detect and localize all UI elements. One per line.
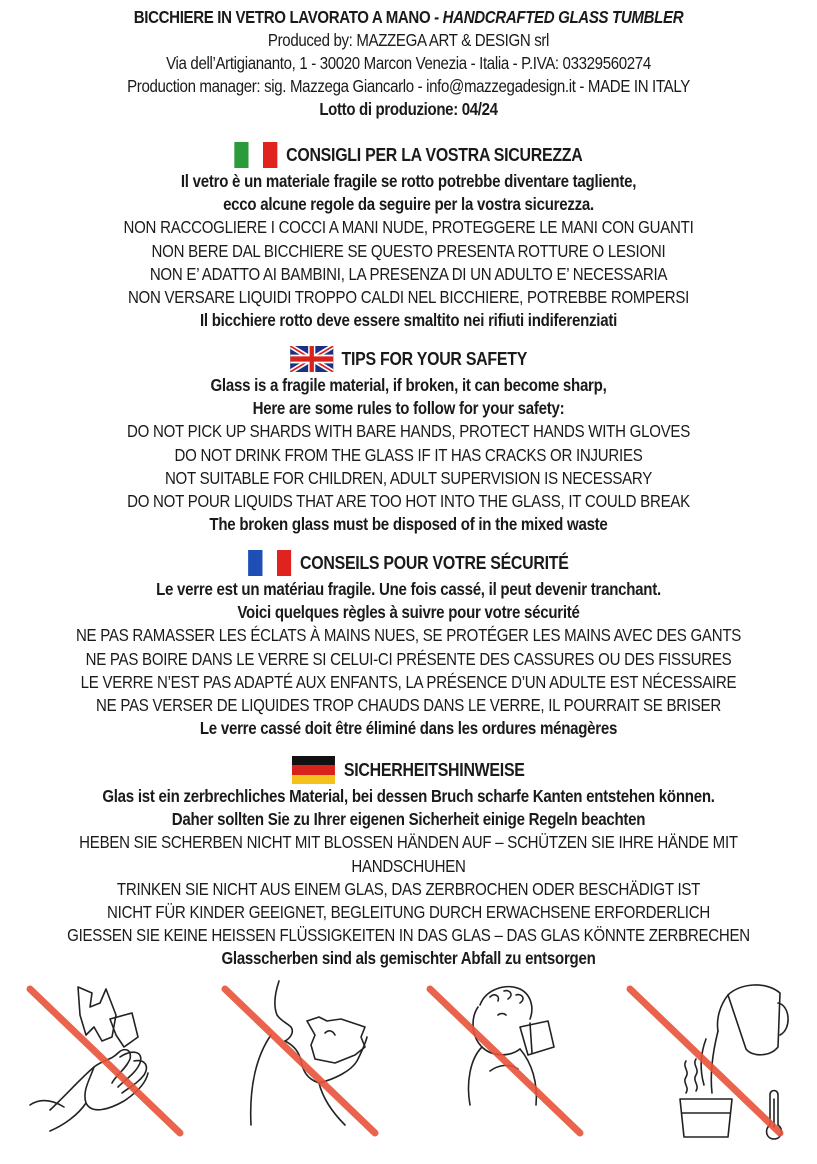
italy-flag-icon: [234, 142, 277, 168]
no-hot-liquids-icon: [620, 975, 800, 1145]
rule-line: NE PAS RAMASSER LES ÉCLATS À MAINS NUES, SE PROTÉGER LES MAINS AVEC DES GANTS: [75, 625, 742, 646]
rule-line: TRINKEN SIE NICHT AUS EINEM GLAS, DAS ZERBROCHEN ODER BESCHÄDIGT IST: [116, 878, 701, 899]
intro-line: Daher sollten Sie zu Ihrer eigenen Sicherheit einige Regeln beachten: [171, 809, 646, 830]
intro-line: Le verre est un matériau fragile. Une fois cassé, il peut devenir tranchant.: [156, 579, 661, 599]
rule-line: NON BERE DAL BICCHIERE SE QUESTO PRESENTA ROTTURE O LESIONI: [151, 240, 666, 261]
product-header: [57, 6, 760, 121]
rule-line: NICHT FÜR KINDER GEEIGNET, BEGLEITUNG DURCH ERWACHSENE ERFORDERLICH: [107, 902, 710, 923]
section-italian: [0, 140, 817, 332]
producer-line: Produced by: MAZZEGA ART & DESIGN srl: [267, 30, 550, 50]
section-heading: CONSIGLI PER LA VOSTRA SICUREZZA: [57, 140, 760, 170]
closing-line: Glasscherben sind als gemischter Abfall zu entsorgen: [221, 948, 596, 969]
intro-line: Voici quelques règles à suivre pour votre sécurité: [237, 602, 580, 623]
section-heading: CONSEILS POUR VOTRE SÉCURITÉ: [57, 548, 760, 578]
intro-line: Il vetro è un materiale fragile se rotto potrebbe diventare tagliente,: [180, 171, 637, 191]
rule-line: NE PAS BOIRE DANS LE VERRE SI CELUI-CI PRÉSENTE DES CASSURES OU DES FISSURES: [85, 648, 732, 669]
section-heading: TIPS FOR YOUR SAFETY: [57, 344, 760, 374]
address-line: Via dell’Artigiananto, 1 - 30020 Marcon Venezia - Italia - P.IVA: 03329560274: [166, 53, 651, 73]
france-flag-icon: [248, 550, 291, 576]
section-german: [0, 755, 817, 971]
no-drinking-broken-glass-icon: [215, 975, 395, 1145]
product-title: BICCHIERE IN VETRO LAVORATO A MANO - HANDCRAFTED GLASS TUMBLER: [133, 7, 684, 27]
manager-line: Production manager: sig. Mazzega Giancarlo - info@mazzegadesign.it - MADE IN ITALY: [127, 76, 690, 96]
no-children-icon: [420, 975, 600, 1145]
intro-line: Here are some rules to follow for your safety:: [252, 398, 565, 419]
rule-line: NE PAS VERSER DE LIQUIDES TROP CHAUDS DANS LE VERRE, IL POURRAIT SE BRISER: [96, 695, 721, 716]
section-english: [0, 344, 817, 536]
rule-line: NON VERSARE LIQUIDI TROPPO CALDI NEL BICCHIERE, POTREBBE ROMPERSI: [127, 287, 690, 308]
rule-line: DO NOT DRINK FROM THE GLASS IF IT HAS CRACKS OR INJURIES: [174, 444, 643, 465]
rule-line: DO NOT PICK UP SHARDS WITH BARE HANDS, PROTECT HANDS WITH GLOVES: [126, 421, 691, 442]
rule-line: NOT SUITABLE FOR CHILDREN, ADULT SUPERVISION IS NECESSARY: [164, 467, 653, 488]
rule-line: DO NOT POUR LIQUIDS THAT ARE TOO HOT INTO THE GLASS, IT COULD BREAK: [127, 491, 690, 512]
rule-line: GIESSEN SIE KEINE HEISSEN FLÜSSIGKEITEN IN DAS GLAS – DAS GLAS KÖNNTE ZERBRECHEN: [67, 925, 750, 946]
intro-line: Glass is a fragile material, if broken, it can become sharp,: [210, 375, 607, 395]
germany-flag-icon: [292, 756, 335, 784]
closing-line: Le verre cassé doit être éliminé dans les ordures ménagères: [199, 718, 618, 739]
intro-line: Glas ist ein zerbrechliches Material, bei dessen Bruch scharfe Kanten entstehen können.: [102, 786, 715, 806]
pictogram-row: [0, 975, 817, 1150]
rule-line: NON E’ ADATTO AI BAMBINI, LA PRESENZA DI UN ADULTO E’ NECESSARIA: [149, 263, 668, 284]
closing-line: The broken glass must be disposed of in the mixed waste: [209, 514, 608, 535]
rule-line: HEBEN SIE SCHERBEN NICHT MIT BLOSSEN HÄNDEN AUF – SCHÜTZEN SIE IHRE HÄNDE MIT HANDSCHUHEN: [79, 832, 738, 876]
section-french: [0, 548, 817, 740]
no-bare-hands-shards-icon: [20, 975, 200, 1145]
lot-line: Lotto di produzione: 04/24: [319, 99, 498, 119]
closing-line: Il bicchiere rotto deve essere smaltito nei rifiuti indiferenziati: [199, 310, 618, 331]
section-heading: SICHERHEITSHINWEISE: [57, 755, 760, 785]
uk-flag-icon: [290, 346, 333, 372]
rule-line: LE VERRE N’EST PAS ADAPTÉ AUX ENFANTS, LA PRÉSENCE D’UN ADULTE EST NÉCESSAIRE: [80, 671, 737, 692]
rule-line: NON RACCOGLIERE I COCCI A MANI NUDE, PROTEGGERE LE MANI CON GUANTI: [123, 217, 694, 238]
intro-line: ecco alcune regole da seguire per la vostra sicurezza.: [223, 194, 594, 215]
